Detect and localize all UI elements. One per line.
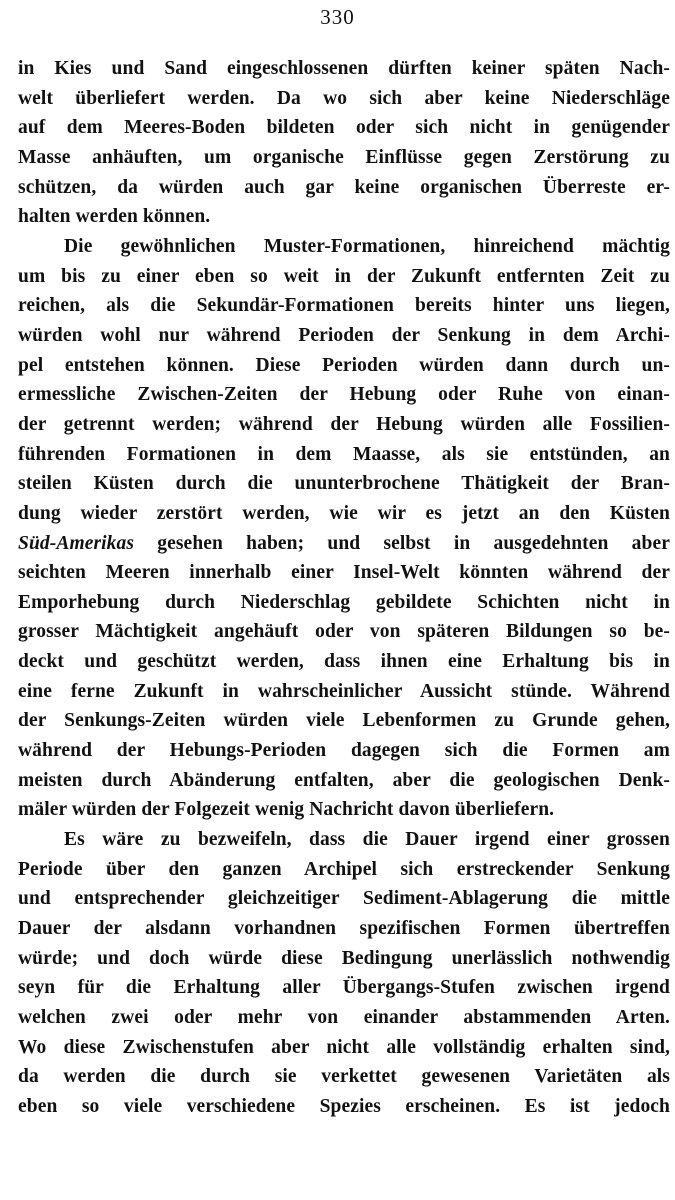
text-line: mäler würden der Folgezeit wenig Nachricht davon überliefern. <box>18 799 555 821</box>
text-line: halten werden können. <box>18 206 211 228</box>
text-line: deckt und geschützt werden, dass ihnen eine Erhaltung bis in <box>18 651 670 673</box>
text-line: Es wäre zu bezweifeln, dass die Dauer irgend einer grossen <box>64 829 670 851</box>
page-number: 330 <box>320 5 355 29</box>
text-line: eben so viele verschiedene Spezies erscheinen. Es ist jedoch <box>18 1095 670 1117</box>
text-line: ermessliche Zwischen-Zeiten der Hebung oder Ruhe von einan- <box>18 384 670 406</box>
text-line: in Kies und Sand eingeschlossenen dürften keiner späten Nach- <box>18 58 670 79</box>
text-line: eine ferne Zukunft in wahrscheinlicher Aussicht stünde. Während <box>18 680 670 702</box>
text-line: seichten Meeren innerhalb einer Insel-Welt könnten während der <box>18 562 670 584</box>
text-line: Süd-Amerikas gesehen haben; und selbst in ausgedehnten aber <box>18 532 670 554</box>
text-line: Wo diese Zwischenstufen aber nicht alle vollständig erhalten sind, <box>18 1036 670 1058</box>
text-line: welchen zwei oder mehr von einander abstammenden Arten. <box>18 1007 670 1028</box>
text-line: welt überliefert werden. Da wo sich aber keine Niederschläge <box>18 87 670 109</box>
text-line: der Senkungs-Zeiten würden viele Lebenformen zu Grunde gehen, <box>18 710 670 732</box>
text-line: steilen Küsten durch die ununterbrochene Thätigkeit der Bran- <box>18 473 670 495</box>
text-line: würde; und doch würde diese Bedingung unerlässlich nothwendig <box>18 947 670 969</box>
paragraph-1 <box>18 54 670 232</box>
text-line: um bis zu einer eben so weit in der Zukunft entfernten Zeit zu <box>18 265 670 287</box>
italic-place-name: Süd-Amerikas <box>18 532 135 554</box>
text-line: dung wieder zerstört werden, wie wir es jetzt an den Küsten <box>18 502 670 524</box>
text-line: Periode über den ganzen Archipel sich erstreckender Senkung <box>18 858 670 880</box>
text-line: schützen, da würden auch gar keine organischen Überreste er- <box>18 176 670 198</box>
text-line: auf dem Meeres-Boden bildeten oder sich nicht in genügender <box>18 117 670 139</box>
text-line: Die gewöhnlichen Muster-Formationen, hinreichend mächtig <box>64 235 670 257</box>
paragraph-3 <box>18 825 670 1122</box>
text-line: meisten durch Abänderung entfalten, aber die geologischen Denk- <box>18 769 670 791</box>
text-line: Emporhebung durch Niederschlag gebildete Schichten nicht in <box>18 591 670 613</box>
text-line: und entsprechender gleichzeitiger Sediment-Ablagerung die mittle <box>18 888 670 910</box>
text-line: Masse anhäuften, um organische Einflüsse gegen Zerstörung zu <box>18 146 670 168</box>
text-line: seyn für die Erhaltung aller Übergangs-Stufen zwischen irgend <box>18 977 670 999</box>
text-line: grosser Mächtigkeit angehäuft oder von späteren Bildungen so be- <box>18 621 670 643</box>
text-line: Dauer der alsdann vorhandnen spezifischen Formen übertreffen <box>18 918 670 940</box>
text-line: während der Hebungs-Perioden dagegen sich die Formen am <box>18 740 670 762</box>
text-line: würden wohl nur während Perioden der Senkung in dem Archi- <box>18 324 670 346</box>
text-line: führenden Formationen in dem Maasse, als sie entstünden, an <box>18 443 670 465</box>
text-line: reichen, als die Sekundär-Formationen bereits hinter uns liegen, <box>18 295 670 317</box>
paragraph-2 <box>18 232 670 825</box>
text-line: der getrennt werden; während der Hebung würden alle Fossilien- <box>18 413 670 435</box>
text-line: da werden die durch sie verkettet gewesenen Varietäten als <box>18 1066 670 1088</box>
text-line: pel entstehen können. Diese Perioden würden dann durch un- <box>18 354 670 376</box>
body-text <box>18 54 670 1122</box>
